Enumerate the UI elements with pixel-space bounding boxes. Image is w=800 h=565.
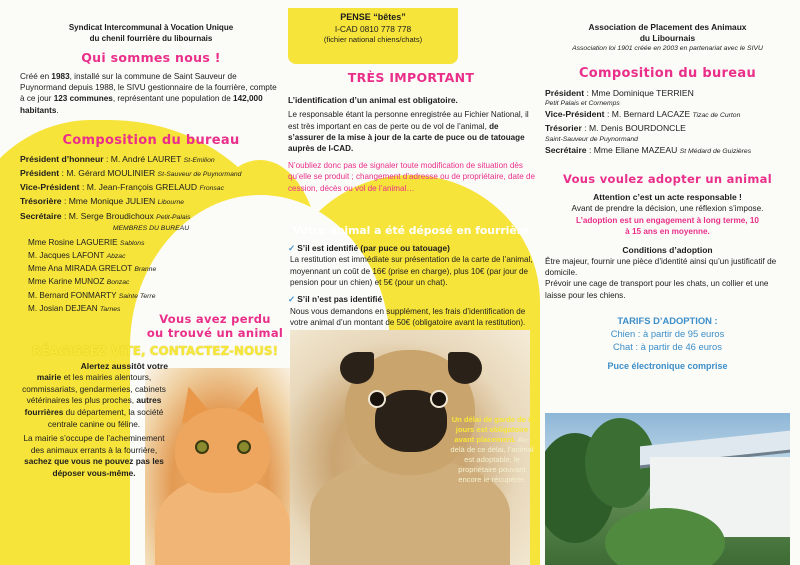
attention-line: Attention c’est un acte responsable !	[593, 191, 742, 202]
tarif-dog: Chien : à partir de 95 euros	[610, 327, 725, 339]
conditions-title: Conditions d’adoption	[622, 245, 713, 256]
member-item: M. Jacques LAFONT Abzac	[28, 251, 126, 261]
before-line: Avant de prendre la décision, une réflexion s’impose.	[571, 203, 764, 213]
commitment-line: L’adoption est un engagement à long terme, 10 à 15 ans en moyenne.	[576, 216, 759, 237]
react-heading: RÉAGISSEZ VITE, CONTACTEZ-NOUS!	[31, 344, 279, 358]
heading-animal-deposited: Votre animal a été déposé en fourrière	[292, 224, 530, 237]
heading-who-we-are: Qui sommes nous !	[81, 50, 221, 65]
org-name-line1: Syndicat Intercommunal à Vocation Unique	[68, 23, 234, 32]
assoc-role-president-place: Petit Palais et Cornemps	[545, 100, 620, 108]
pense-phone: I-CAD 0810 778 778	[334, 24, 412, 34]
tarifs-title: TARIFS D’ADOPTION :	[617, 314, 718, 326]
heading-adopt: Vous voulez adopter un animal	[563, 171, 772, 186]
role-president: Président : M. Gérard MOULINIER St-Sauveur de Puynormand	[20, 168, 242, 179]
case-unidentified-title: ✓ S’il n’est pas identifié	[288, 294, 383, 305]
members-label: MEMBRES DU BUREAU	[112, 224, 190, 232]
lost-found-callout	[140, 312, 290, 340]
member-item: M. Josian DEJEAN Tarnes	[28, 303, 121, 313]
role-secretary: Secrétaire : M. Serge Broudichoux Petit-Palais	[20, 210, 191, 221]
conditions-text-1: Être majeur, fournir une pièce d’identité ainsi qu’un justificatif de domicile.	[545, 257, 777, 278]
board-roles-sivu	[20, 153, 282, 224]
mairie-paragraph: La mairie s’occupe de l’acheminement des animaux errants à la fourrière, sachez que vous ne pouvez pas les déposer vous-même.	[23, 433, 165, 478]
assoc-role-treasurer: Trésorier : M. Denis BOURDONCLE	[545, 123, 686, 134]
assoc-role-secretary: Secrétaire : Mme Eliane MAZEAU St Médard de Guizières	[545, 144, 752, 155]
heading-board-sivu: Composition du bureau	[62, 132, 240, 148]
shelter-photo	[545, 413, 790, 565]
custody-note: Un délai de garde de 8 jours est obligatoire avant placement. Au-delà de ce délai, l’animal est adoptable, le propriétaire pouvant encore le récupérer.	[450, 415, 534, 484]
pense-betes-box	[288, 12, 458, 44]
assoc-name-line1: Association de Placement des Animaux	[588, 22, 747, 32]
role-treasurer: Trésorière : Mme Monique JULIEN Libourne	[20, 196, 185, 207]
heading-very-important: TRÈS IMPORTANT	[347, 70, 475, 85]
lost-line-2: ou trouvé un animal	[146, 326, 284, 340]
assoc-role-treasurer-place: Saint-Sauveur de Puynormand	[545, 135, 638, 143]
alert-paragraph: mairie et les mairies alentours, commissariats, gendarmeries, cabinets vétérinaires les plus proches, autres fourrières du département, la société centrale canine ou féline.	[22, 372, 166, 429]
role-vice-president: Vice-Président : M. Jean-François GRELAUD Fronsac	[20, 182, 224, 193]
case-identified-title: ✓ S’il est identifié (par puce ou tatouage)	[288, 243, 450, 253]
alert-block	[20, 361, 168, 480]
identification-block	[288, 95, 536, 194]
lost-line-1: Vous avez perdu	[159, 312, 271, 326]
members-list	[20, 237, 282, 316]
intro-paragraph: Créé en 1983, installé sur la commune de Saint Sauveur de Puynormand depuis 1988, le SIVU gestionnaire de la fourrière, compte à ce jour 123 communes, représentant une population de 142,000 habitants.	[20, 72, 277, 115]
pense-note: (fichier national chiens/chats)	[323, 35, 423, 44]
tarif-cat: Chat : à partir de 46 euros	[613, 340, 722, 352]
identification-mandatory: L’identification d’un animal est obligatoire.	[288, 95, 458, 105]
column-sivu	[20, 0, 282, 316]
column-association	[545, 0, 790, 371]
microchip-included: Puce électronique comprise	[607, 360, 728, 371]
board-roles-association	[545, 87, 790, 158]
assoc-name-line2: du Libournais	[639, 33, 696, 43]
restitution-block	[288, 243, 534, 328]
case-identified-text: La restitution est immédiate sur présentation de la carte de l’animal, moyennant un coût de 16€ (prise en charge), plus 10€ (par jour de pension pour un chien) et 5€ (pour un chat).	[290, 255, 533, 288]
member-item: Mme Karine MUNOZ Bonzac	[28, 277, 130, 287]
org-name-line2: du chenil fourrière du libournais	[89, 34, 213, 43]
alert-line1: Alertez aussitôt votre	[80, 361, 168, 371]
member-item: M. Bernard FONMARTY Sainte Terre	[28, 290, 156, 300]
pense-title: PENSE “bêtes”	[340, 12, 406, 22]
identification-reminder: N’oubliez donc pas de signaler toute modification de situation dès qu’elle se produit ; changement d’adresse ou de propriétaire, date de cession, décès ou vol de l’animal…	[288, 160, 536, 193]
assoc-note: Association loi 1901 créée en 2003 en partenariat avec le SIVU	[572, 45, 763, 52]
heading-board-association: Composition du bureau	[578, 66, 757, 81]
member-item: Mme Rosine LAGUERIE Sablons	[28, 237, 145, 247]
identification-paragraph: Le responsable étant la personne enregistrée au Fichier National, il est très important en cas de perte ou de vol de l’animal, de s’assurer de la mise à jour de la carte de puce ou de tatouage auprès de I-CAD.	[288, 110, 529, 154]
member-item: Mme Ana MIRADA GRELOT Branne	[28, 264, 157, 274]
conditions-text-2: Prévoir une cage de transport pour les chats, un collier et une laisse pour les chiens.	[545, 279, 769, 300]
case-unidentified-text: Nous vous demandons en supplément, les frais d’identification de votre animal d’un montant de 50€ (obligatoire avant la restitution).	[290, 306, 526, 328]
role-honorary-president: Président d’honneur : M. André LAURET St-Emilion	[20, 153, 215, 164]
assoc-role-vice-president: Vice-Président : M. Bernard LACAZE Tizac de Curton	[545, 109, 741, 120]
assoc-role-president: Président : Mme Dominique TERRIEN	[545, 88, 694, 98]
